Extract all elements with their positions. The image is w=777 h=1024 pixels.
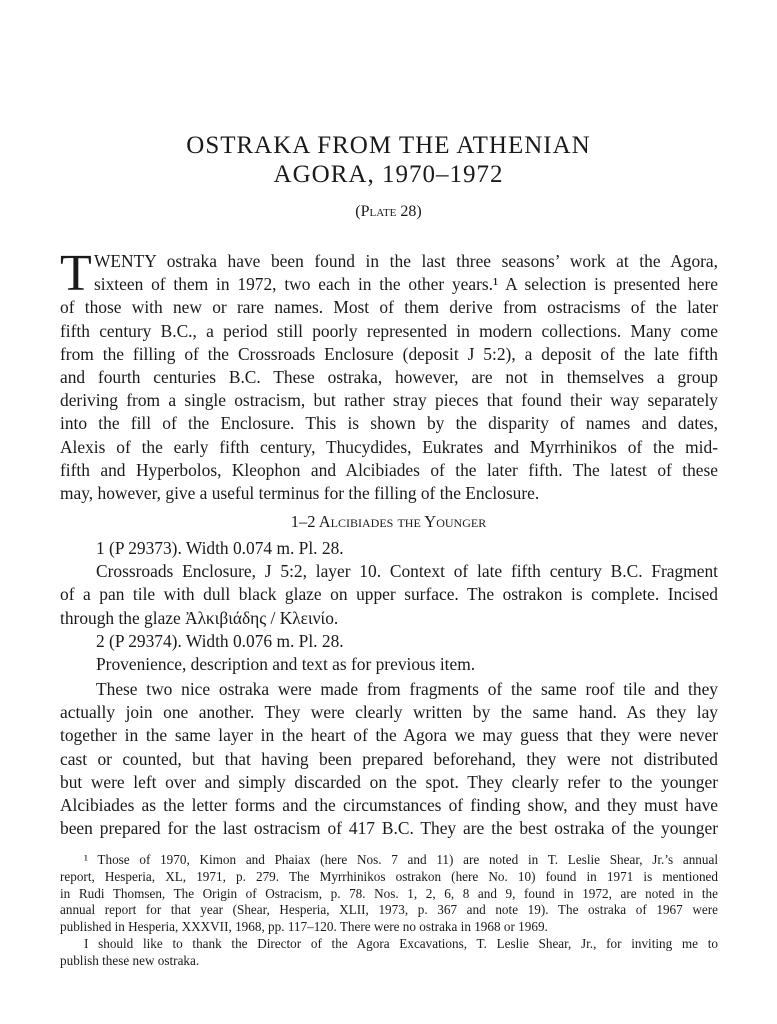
entry-line: of a pan tile with dull black glaze on upper surface. The ostrakon is complete. Incised bbox=[60, 584, 718, 605]
discussion-line: together in the same layer in the heart of the Agora we may guess that they were never bbox=[60, 725, 718, 746]
footnote-line: annual report for that year (Shear, Hesperia, XLII, 1973, p. 367 and note 19). The ostraka of 1967 were bbox=[60, 902, 718, 918]
discussion-line: but were left over and simply discarded on the spot. They clearly refer to the younger bbox=[60, 771, 718, 792]
section-heading: 1–2 Alcibiades the Younger bbox=[290, 512, 487, 531]
discussion-line: cast or counted, but that having been prepared beforehand, they were not distributed bbox=[60, 748, 718, 769]
intro-line: deriving from a single ostracism, but rather stray pieces that found their way separately bbox=[60, 390, 718, 411]
footnote-line: publish these new ostraka. bbox=[60, 952, 200, 968]
discussion-line: Alcibiades as the letter forms and the circumstances of finding show, and they must have bbox=[60, 794, 718, 815]
article-title-line-2: AGORA, 1970–1972 bbox=[273, 161, 504, 188]
footnote-line: ¹ Those of 1970, Kimon and Phaiax (here Nos. 7 and 11) are noted in T. Leslie Shear, Jr.’s annual bbox=[84, 852, 718, 867]
footnotes bbox=[60, 852, 718, 970]
catalogue-entries bbox=[60, 537, 718, 676]
intro-line: of those with new or rare names. Most of them derive from ostracisms of the later bbox=[60, 297, 718, 318]
intro-line: into the fill of the Enclosure. This is shown by the disparity of names and dates, bbox=[60, 413, 718, 434]
entry-line: Crossroads Enclosure, J 5:2, layer 10. Context of late fifth century B.C. Fragment bbox=[96, 561, 718, 582]
discussion-line: been prepared for the last ostracism of 417 B.C. They are the best ostraka of the younger bbox=[60, 818, 718, 839]
intro-paragraph bbox=[60, 245, 718, 505]
footnote-line: published in Hesperia, XXXVII, 1968, pp. 117–120. There were no ostraka in 1968 or 1969. bbox=[60, 919, 548, 935]
intro-line: Alexis of the early fifth century, Thucydides, Eukrates and Myrrhinikos of the mid- bbox=[60, 436, 718, 457]
discussion-line: actually join one another. They were clearly written by the same hand. As they lay bbox=[60, 702, 718, 723]
plate-reference: (Plate 28) bbox=[355, 203, 422, 220]
footnote-line: in Rudi Thomsen, The Origin of Ostracism, p. 78. Nos. 1, 2, 6, 8 and 9, found in 1972, are noted in the bbox=[60, 885, 718, 901]
discussion-paragraph bbox=[60, 678, 718, 840]
footnote-line: I should like to thank the Director of the Agora Excavations, T. Leslie Shear, Jr., for inviting me to bbox=[84, 935, 718, 951]
entry-line: 1 (P 29373). Width 0.074 m. Pl. 28. bbox=[96, 538, 344, 558]
drop-cap: T bbox=[60, 245, 92, 302]
intro-line: from the filling of the Crossroads Enclosure (deposit J 5:2), a deposit of the late fifth bbox=[60, 343, 718, 364]
intro-line: fifth and Hyperbolos, Kleophon and Alcibiades of the later fifth. The latest of these bbox=[60, 459, 718, 480]
footnote-line: report, Hesperia, XL, 1971, p. 279. The Myrrhinikos ostrakon (here No. 10) found in 1971 is mentioned bbox=[60, 868, 718, 884]
intro-line: sixteen of them in 1972, two each in the other years.¹ A selection is presented here bbox=[94, 274, 718, 295]
entry-line: Provenience, description and text as for previous item. bbox=[96, 653, 476, 674]
entry-line: 2 (P 29374). Width 0.076 m. Pl. 28. bbox=[96, 630, 344, 651]
intro-line: may, however, give a useful terminus for the filling of the Enclosure. bbox=[60, 482, 540, 503]
intro-line: and fourth centuries B.C. These ostraka, however, are not in themselves a group bbox=[60, 366, 718, 387]
article-title-line-1: OSTRAKA FROM THE ATHENIAN bbox=[186, 132, 591, 159]
discussion-line: These two nice ostraka were made from fragments of the same roof tile and they bbox=[96, 679, 718, 699]
intro-line: fifth century B.C., a period still poorly represented in modern collections. Many come bbox=[60, 320, 718, 341]
entry-line: through the glaze Ἀλκιβιάδης / Κλεινίο. bbox=[60, 607, 339, 628]
intro-line: WENTY ostraka have been found in the last three seasons’ work at the Agora, bbox=[94, 251, 718, 271]
